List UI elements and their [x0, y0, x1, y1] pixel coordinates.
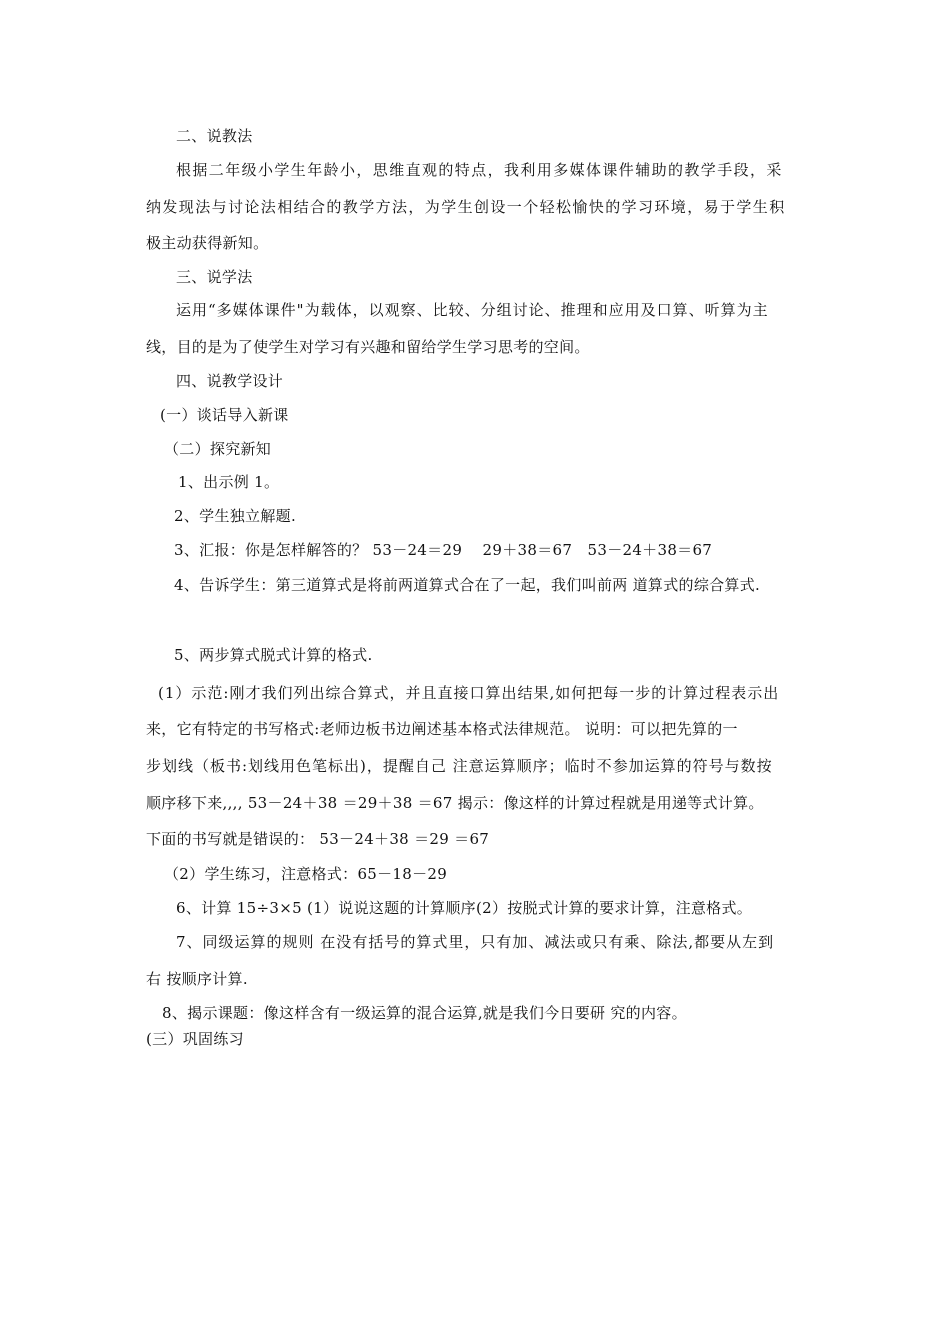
list-item: 5、两步算式脱式计算的格式.	[174, 646, 373, 664]
paragraph-line: 下面的书写就是错误的： 53－24＋38 ＝29 ＝67	[146, 830, 490, 848]
paragraph-line: 极主动获得新知。	[146, 234, 269, 252]
heading-learning-method: 三、说学法	[176, 268, 253, 286]
paragraph-line: 运用“多媒体课件"为载体，以观察、比较、分组讨论、推理和应用及口算、听算为主	[176, 301, 769, 319]
list-item: 7、同级运算的规则 在没有括号的算式里，只有加、减法或只有乘、除法,都要从左到	[176, 933, 775, 951]
subheading-intro: (一）谈话导入新课	[160, 406, 289, 424]
list-item: 4、告诉学生：第三道算式是将前两道算式合在了一起，我们叫前两 道算式的综合算式.	[174, 576, 761, 594]
list-item: 3、汇报：你是怎样解答的？ 53－24＝29 29＋38＝67 53－24＋38＝67	[174, 541, 713, 559]
paragraph-line: 根据二年级小学生年龄小，思维直观的特点，我利用多媒体课件辅助的教学手段，采	[176, 161, 783, 179]
paragraph-line: 纳发现法与讨论法相结合的教学方法，为学生创设一个轻松愉快的学习环境，易于学生积	[146, 198, 786, 216]
subheading-practice: (三）巩固练习	[146, 1030, 244, 1048]
paragraph-line: 来，它有特定的书写格式:老师边板书边阐述基本格式法律规范。 说明：可以把先算的一	[146, 720, 738, 738]
subheading-explore: （二）探究新知	[164, 440, 272, 458]
paragraph-line: 顺序移下来,,,, 53－24＋38 ＝29＋38 ＝67 揭示：像这样的计算过程就是用递等式计算。	[146, 794, 764, 812]
list-item: 2、学生独立解题.	[174, 507, 297, 525]
paragraph-line: 右 按顺序计算.	[146, 970, 248, 988]
heading-teaching-design: 四、说教学设计	[176, 372, 284, 390]
heading-teaching-method: 二、说教法	[176, 127, 253, 145]
list-item: （2）学生练习，注意格式：65－18－29	[164, 865, 448, 883]
list-item: 1、出示例 1。	[178, 473, 280, 491]
paragraph-line: 线，目的是为了使学生对学习有兴趣和留给学生学习思考的空间。	[146, 338, 590, 356]
paragraph-line: 步划线（板书:划线用色笔标出)，提醒自己 注意运算顺序；临时不参加运算的符号与数按	[146, 757, 773, 775]
paragraph-line: (1）示范:刚才我们列出综合算式，并且直接口算出结果,如何把每一步的计算过程表示出	[158, 684, 780, 702]
list-item: 8、揭示课题：像这样含有一级运算的混合运算,就是我们今日要研 究的内容。	[162, 1004, 687, 1022]
list-item: 6、计算 15÷3×5 (1）说说这题的计算顺序(2）按脱式计算的要求计算，注意格式。	[176, 899, 753, 917]
